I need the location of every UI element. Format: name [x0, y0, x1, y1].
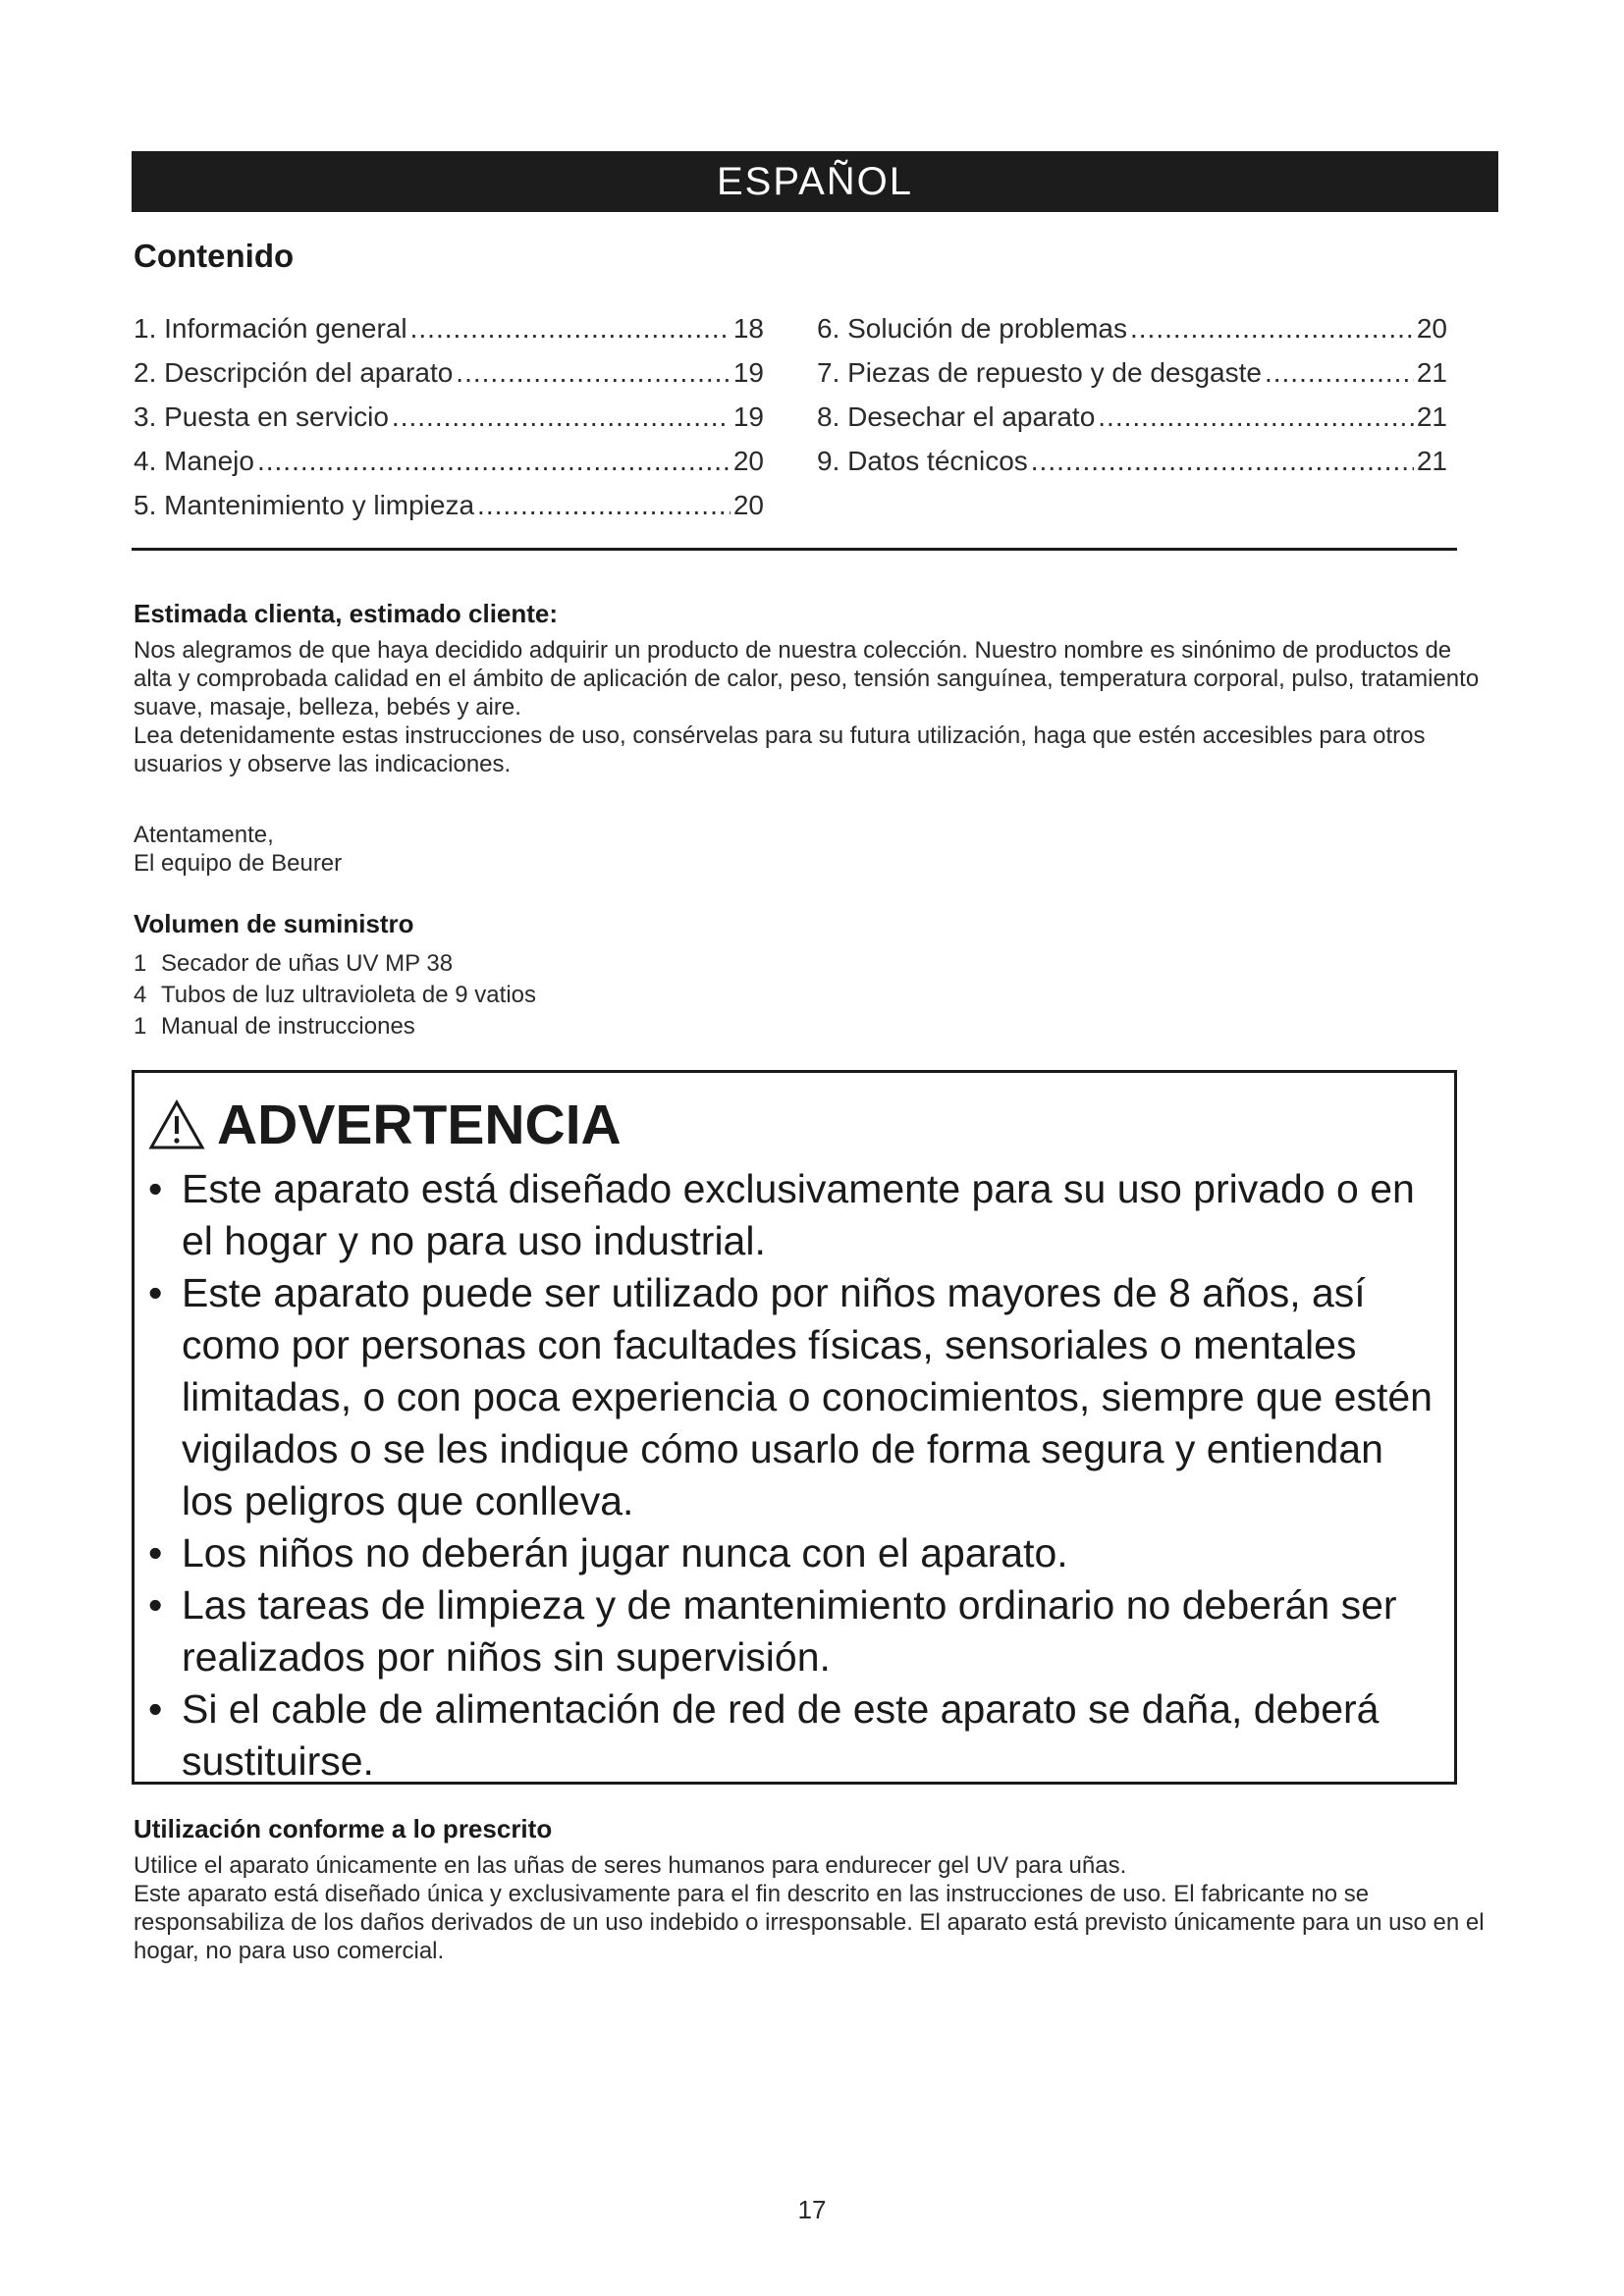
- toc-title: Contenido: [134, 238, 295, 274]
- warning-title: ADVERTENCIA: [217, 1094, 622, 1156]
- toc-entry[interactable]: [134, 350, 764, 395]
- supply-qty: 4: [134, 982, 147, 1008]
- warning-item: • Este aparato está diseñado exclusivamente para su uso privado o en el hogar y no para uso industrial.: [148, 1163, 1444, 1267]
- toc-entry[interactable]: [134, 439, 764, 483]
- toc-leader-dots: [1265, 350, 1414, 395]
- toc-entry-page: 21: [1416, 446, 1447, 476]
- toc-entry-page: 19: [732, 357, 764, 388]
- warning-title-row: [148, 1093, 622, 1157]
- greeting-paragraph: Lea detenidamente estas instrucciones de uso, consérvelas para su futura utilización, haga que estén accesibles para otros usuarios y observe las indicaciones.: [134, 722, 1426, 777]
- greeting-heading: Estimada clienta, estimado cliente:: [134, 599, 559, 628]
- warning-item: • Este aparato puede ser utilizado por niños mayores de 8 años, así como por personas con facultades físicas, sensoriales o mentales limitadas, o con poca experiencia o conocimientos, siempre que estén vigilados o se les indique cómo usarlo de forma segura y entiendan los peligros que conlleva.: [148, 1267, 1444, 1527]
- toc-entry-page: 18: [732, 313, 764, 344]
- toc-entry[interactable]: [134, 483, 764, 527]
- language-title: ESPAÑOL: [717, 159, 913, 203]
- intended-use-body: [134, 1851, 1489, 1965]
- toc-right-column: [817, 306, 1447, 483]
- closing-line: Atentamente,: [134, 822, 274, 848]
- toc-entry-page: 21: [1416, 401, 1447, 432]
- toc-entry-label: 3. Puesta en servicio: [134, 401, 389, 432]
- warning-triangle-icon: [148, 1099, 205, 1150]
- toc-left-column: [134, 306, 764, 527]
- closing-line: El equipo de Beurer: [134, 850, 343, 877]
- toc-entry-label: 6. Solución de problemas: [817, 313, 1127, 344]
- intended-use-heading: Utilización conforme a lo prescrito: [134, 1814, 553, 1843]
- toc-entry-label: 7. Piezas de repuesto y de desgaste: [817, 357, 1262, 388]
- toc-leader-dots: [456, 350, 731, 395]
- toc-divider: [132, 548, 1457, 551]
- toc-leader-dots: [1098, 395, 1414, 439]
- supply-qty: 1: [134, 950, 147, 977]
- warning-item: • Los niños no deberán jugar nunca con el aparato.: [148, 1527, 1444, 1579]
- toc-leader-dots: [1031, 439, 1414, 483]
- supply-text: Secador de uñas UV MP 38: [161, 950, 454, 977]
- toc-entry-page: 20: [732, 490, 764, 520]
- supply-heading: Volumen de suministro: [134, 909, 414, 938]
- intended-use-paragraph: Utilice el aparato únicamente en las uñas de seres humanos para endurecer gel UV para uñas.: [134, 1852, 1127, 1879]
- toc-entry-label: 4. Manejo: [134, 446, 254, 476]
- toc-entry[interactable]: [134, 395, 764, 439]
- toc-entry[interactable]: [817, 395, 1447, 439]
- toc-entry[interactable]: [817, 350, 1447, 395]
- warning-item: • Las tareas de limpieza y de mantenimiento ordinario no deberán ser realizados por niños sin supervisión.: [148, 1579, 1444, 1683]
- greeting-paragraph: Nos alegramos de que haya decidido adquirir un producto de nuestra colección. Nuestro nombre es sinónimo de productos de alta y comprobada calidad en el ámbito de aplicación de calor, peso, tensión sanguínea, temperatura corporal, pulso, tratamiento suave, masaje, belleza, bebés y aire.: [134, 637, 1480, 721]
- warning-list: [148, 1163, 1444, 1788]
- supply-item: [134, 948, 536, 980]
- warning-item: • Si el cable de alimentación de red de este aparato se daña, deberá sustituirse.: [148, 1683, 1444, 1788]
- supply-item: [134, 1011, 536, 1042]
- supply-text: Manual de instrucciones: [161, 1013, 415, 1040]
- toc-entry-label: 2. Descripción del aparato: [134, 357, 454, 388]
- page-number: 17: [797, 2195, 827, 2224]
- toc-entry-page: 19: [732, 401, 764, 432]
- supply-item: [134, 980, 536, 1011]
- supply-text: Tubos de luz ultravioleta de 9 vatios: [161, 982, 536, 1008]
- toc-entry-page: 20: [732, 446, 764, 476]
- toc-leader-dots: [410, 306, 731, 350]
- warning-box: [132, 1070, 1457, 1785]
- toc-entry[interactable]: [817, 306, 1447, 350]
- toc-entry[interactable]: [817, 439, 1447, 483]
- toc-entry-page: 21: [1416, 357, 1447, 388]
- toc-leader-dots: [392, 395, 731, 439]
- supply-qty: 1: [134, 1013, 147, 1040]
- greeting-body: [134, 636, 1489, 778]
- supply-list: [134, 948, 536, 1042]
- toc-entry-label: 5. Mantenimiento y limpieza: [134, 490, 475, 520]
- toc-leader-dots: [477, 483, 731, 527]
- toc-leader-dots: [1130, 306, 1414, 350]
- toc-entry-page: 20: [1416, 313, 1447, 344]
- greeting-closing: [134, 821, 1489, 878]
- toc-entry-label: 1. Información general: [134, 313, 407, 344]
- toc-entry-label: 9. Datos técnicos: [817, 446, 1028, 476]
- toc-entry-label: 8. Desechar el aparato: [817, 401, 1096, 432]
- language-header-bar: [132, 151, 1498, 212]
- intended-use-paragraph: Este aparato está diseñado única y exclusivamente para el fin descrito en las instrucciones de uso. El fabricante no se responsabiliza de los daños derivados de un uso indebido o irresponsable. El aparato está previsto únicamente para un uso en el hogar, no para uso comercial.: [134, 1881, 1485, 1964]
- toc-leader-dots: [257, 439, 731, 483]
- toc-entry[interactable]: [134, 306, 764, 350]
